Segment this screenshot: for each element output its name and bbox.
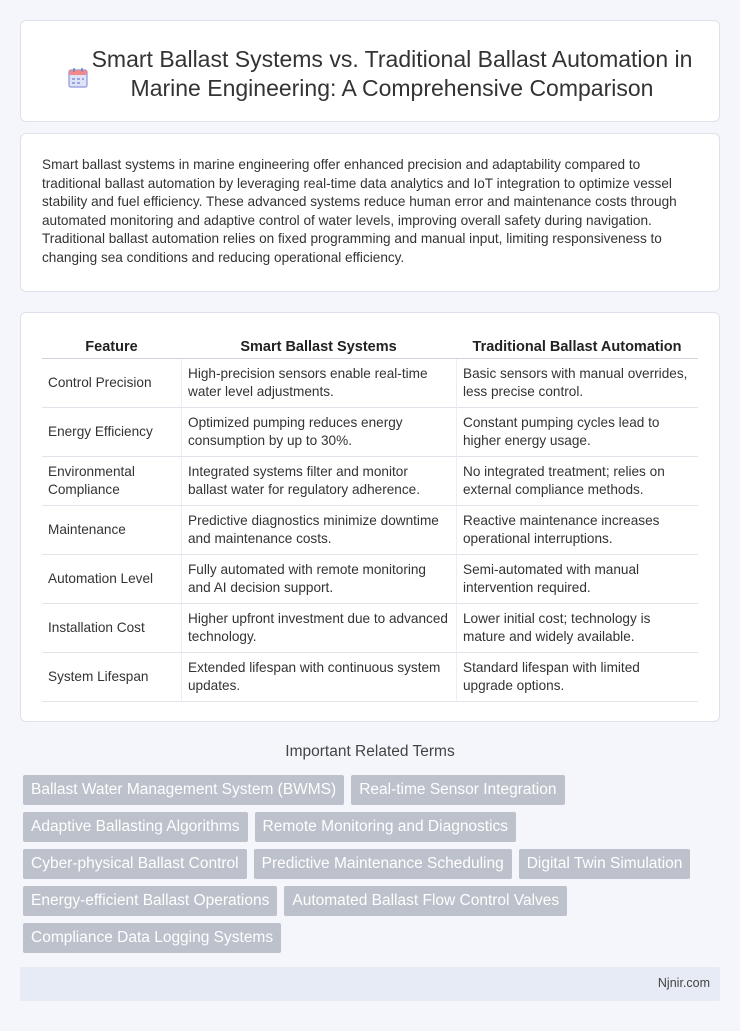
term-tag[interactable]: Ballast Water Management System (BWMS) bbox=[23, 775, 344, 805]
smart-cell: Fully automated with remote monitoring and AI decision support. bbox=[181, 555, 456, 604]
traditional-cell: Reactive maintenance increases operational interruptions. bbox=[456, 506, 698, 555]
traditional-cell: Constant pumping cycles lead to higher energy usage. bbox=[456, 408, 698, 457]
footer bbox=[20, 967, 720, 1001]
traditional-cell: Semi-automated with manual intervention required. bbox=[456, 555, 698, 604]
term-tag[interactable]: Predictive Maintenance Scheduling bbox=[254, 849, 512, 879]
term-tag[interactable]: Compliance Data Logging Systems bbox=[23, 923, 281, 953]
tag-row bbox=[23, 775, 723, 805]
traditional-cell: Lower initial cost; technology is mature and widely available. bbox=[456, 604, 698, 653]
feature-cell: Environmental Compliance bbox=[42, 457, 181, 506]
table-row bbox=[42, 359, 698, 408]
traditional-cell: Standard lifespan with limited upgrade options. bbox=[456, 653, 698, 702]
feature-cell: Energy Efficiency bbox=[42, 408, 181, 457]
tag-row bbox=[23, 812, 723, 842]
term-tag[interactable]: Remote Monitoring and Diagnostics bbox=[255, 812, 517, 842]
tag-row bbox=[23, 849, 723, 879]
feature-cell: Maintenance bbox=[42, 506, 181, 555]
table-row bbox=[42, 604, 698, 653]
traditional-cell: No integrated treatment; relies on external compliance methods. bbox=[456, 457, 698, 506]
feature-cell: Installation Cost bbox=[42, 604, 181, 653]
comparison-table bbox=[42, 333, 698, 702]
intro-paragraph: Smart ballast systems in marine engineering offer enhanced precision and adaptability compared to traditional ballast automation by leveraging real-time data analytics and IoT integration to optimize vessel stability and fuel efficiency. These advanced systems reduce human error and maintenance costs through automated monitoring and adaptive control of water levels, improving overall safety during navigation. Traditional ballast automation relies on fixed programming and manual input, limiting responsiveness to changing sea conditions and reducing operational efficiency. bbox=[42, 157, 677, 265]
table-header-row bbox=[42, 333, 698, 359]
feature-cell: System Lifespan bbox=[42, 653, 181, 702]
term-tag[interactable]: Automated Ballast Flow Control Valves bbox=[284, 886, 567, 916]
page-title: Smart Ballast Systems vs. Traditional Ballast Automation in Marine Engineering: A Comprehensive Comparison bbox=[91, 46, 693, 101]
traditional-cell: Basic sensors with manual overrides, less precise control. bbox=[456, 359, 698, 408]
term-tag[interactable]: Energy-efficient Ballast Operations bbox=[23, 886, 277, 916]
smart-cell: High-precision sensors enable real-time water level adjustments. bbox=[181, 359, 456, 408]
term-tag[interactable]: Real-time Sensor Integration bbox=[351, 775, 564, 805]
related-terms-list bbox=[23, 775, 723, 960]
title-card bbox=[20, 20, 720, 122]
intro-card bbox=[20, 133, 720, 292]
column-header-feature: Feature bbox=[42, 333, 181, 359]
smart-cell: Predictive diagnostics minimize downtime and maintenance costs. bbox=[181, 506, 456, 555]
table-row bbox=[42, 506, 698, 555]
table-row bbox=[42, 653, 698, 702]
term-tag[interactable]: Adaptive Ballasting Algorithms bbox=[23, 812, 248, 842]
comparison-table-card bbox=[20, 312, 720, 722]
column-header-smart: Smart Ballast Systems bbox=[181, 333, 456, 359]
feature-cell: Automation Level bbox=[42, 555, 181, 604]
related-terms-heading: Important Related Terms bbox=[285, 743, 455, 760]
term-tag[interactable]: Digital Twin Simulation bbox=[519, 849, 691, 879]
term-tag[interactable]: Cyber-physical Ballast Control bbox=[23, 849, 247, 879]
tag-row bbox=[23, 923, 723, 953]
table-row bbox=[42, 457, 698, 506]
smart-cell: Higher upfront investment due to advanced technology. bbox=[181, 604, 456, 653]
smart-cell: Extended lifespan with continuous system updates. bbox=[181, 653, 456, 702]
tag-row bbox=[23, 886, 723, 916]
smart-cell: Integrated systems filter and monitor ballast water for regulatory adherence. bbox=[181, 457, 456, 506]
smart-cell: Optimized pumping reduces energy consumption by up to 30%. bbox=[181, 408, 456, 457]
feature-cell: Control Precision bbox=[42, 359, 181, 408]
column-header-traditional: Traditional Ballast Automation bbox=[456, 333, 698, 359]
table-row bbox=[42, 555, 698, 604]
table-row bbox=[42, 408, 698, 457]
footer-site-label[interactable]: Njnir.com bbox=[657, 976, 710, 990]
